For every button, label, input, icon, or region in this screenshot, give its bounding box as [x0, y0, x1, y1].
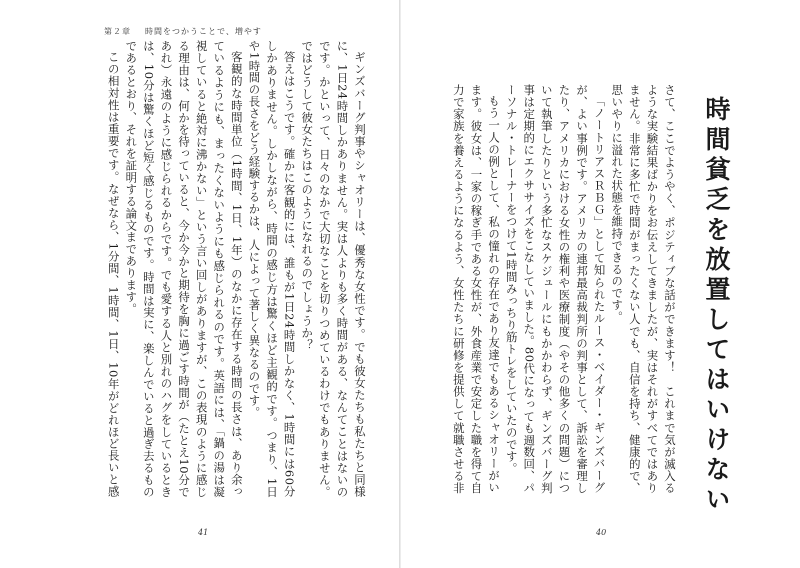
- paragraph: もう一人の例として、私の憧れの存在であり友達でもあるシャオリーがいます。彼女は、一家の稼ぎ手である女性が、外食産業で安定した職を得て自力で家族を養えるようになるよう、女性たちに研修を提供して就職させる非: [452, 84, 502, 494]
- paragraph: この相対性は重要です。なぜなら、1分間、1時間、1日、10年がどれほど長いと感: [106, 51, 121, 498]
- chapter-title: 時間をつかうことで、増やす: [145, 27, 262, 36]
- paragraph: ギンズバーグ判事やシャオリーは、優秀な女性です。でも彼女たちも私たちと同様に、1日24時間しかありません。実は人よりも多く時間がある、なんてことはないのです。かといって、日々のなかで大切なことを切りつめているわけでもありません。ではどうして彼女たちはこのようになれるのでしょうか？: [300, 40, 367, 498]
- section-title: 時間貧乏を放置してはいけない: [702, 96, 731, 516]
- running-header: [104, 26, 262, 37]
- page-number-right: 40: [596, 528, 607, 537]
- page-number-left: 41: [198, 528, 209, 537]
- chapter-label: 第２章: [104, 27, 131, 36]
- right-page-body: [452, 84, 678, 494]
- paragraph: 「ノートリアスＲＢＧ」として知られたルース・ベイダー・ギンズバーグが、よい事例です。アメリカの連邦最高裁判所の判事として、訴訟を審理したり、アメリカにおける女性の権利や医療制度（やその他多くの問題）について執筆したりという多忙なスケジュールにもかかわらず、ギンズバーグ判事は定期的にエクササイズをこなしていました。80代になっても週数回、パーソナル・トレーナーをつけて1時間みっちり筋トレをしていたのです。: [504, 84, 607, 494]
- paragraph: 答えはこうです。確かに客観的には、誰もが1日24時間しかなく、1時間には60分しかありません。しかしながら、時間の感じ方は驚くほど主観的です。つまり、1日や1時間の長さをどう経験するかは、人によって著しく異なるのです。: [247, 40, 297, 498]
- paragraph: 客観的な時間単位（1時間、1日、1年）のなかに存在する時間の長さは、あり余っているようにも、まったくないようにも感じられるのです。英語には、「鍋の湯は凝視していると絶対に沸かない」という言い回しがありますが、この表現のように感じる理由は、何かを待っていると、今か今かと期待を胸に過ごす時間が（たとえ10分であれ）永遠のように感じられるからです。でも愛する人と別れのハグをしているときは、10分は驚くほど短く感じるものです。時間は実に、楽しんでいると過ぎ去るものであるとおり、それを証明する論文まであります。: [124, 40, 244, 498]
- left-page-body: [104, 40, 368, 498]
- paragraph: さて、ここでようやく、ポジティブな話ができます！ これまで気が滅入るような実験結果ばかりをお伝えしてきましたが、実はそれがすべてではありません。非常に多忙で時間がまったくない人でも、自信を持ち、健康的で、思いやりに溢れた状態を維持できるのです。: [610, 84, 677, 494]
- page-gutter: [399, 0, 401, 568]
